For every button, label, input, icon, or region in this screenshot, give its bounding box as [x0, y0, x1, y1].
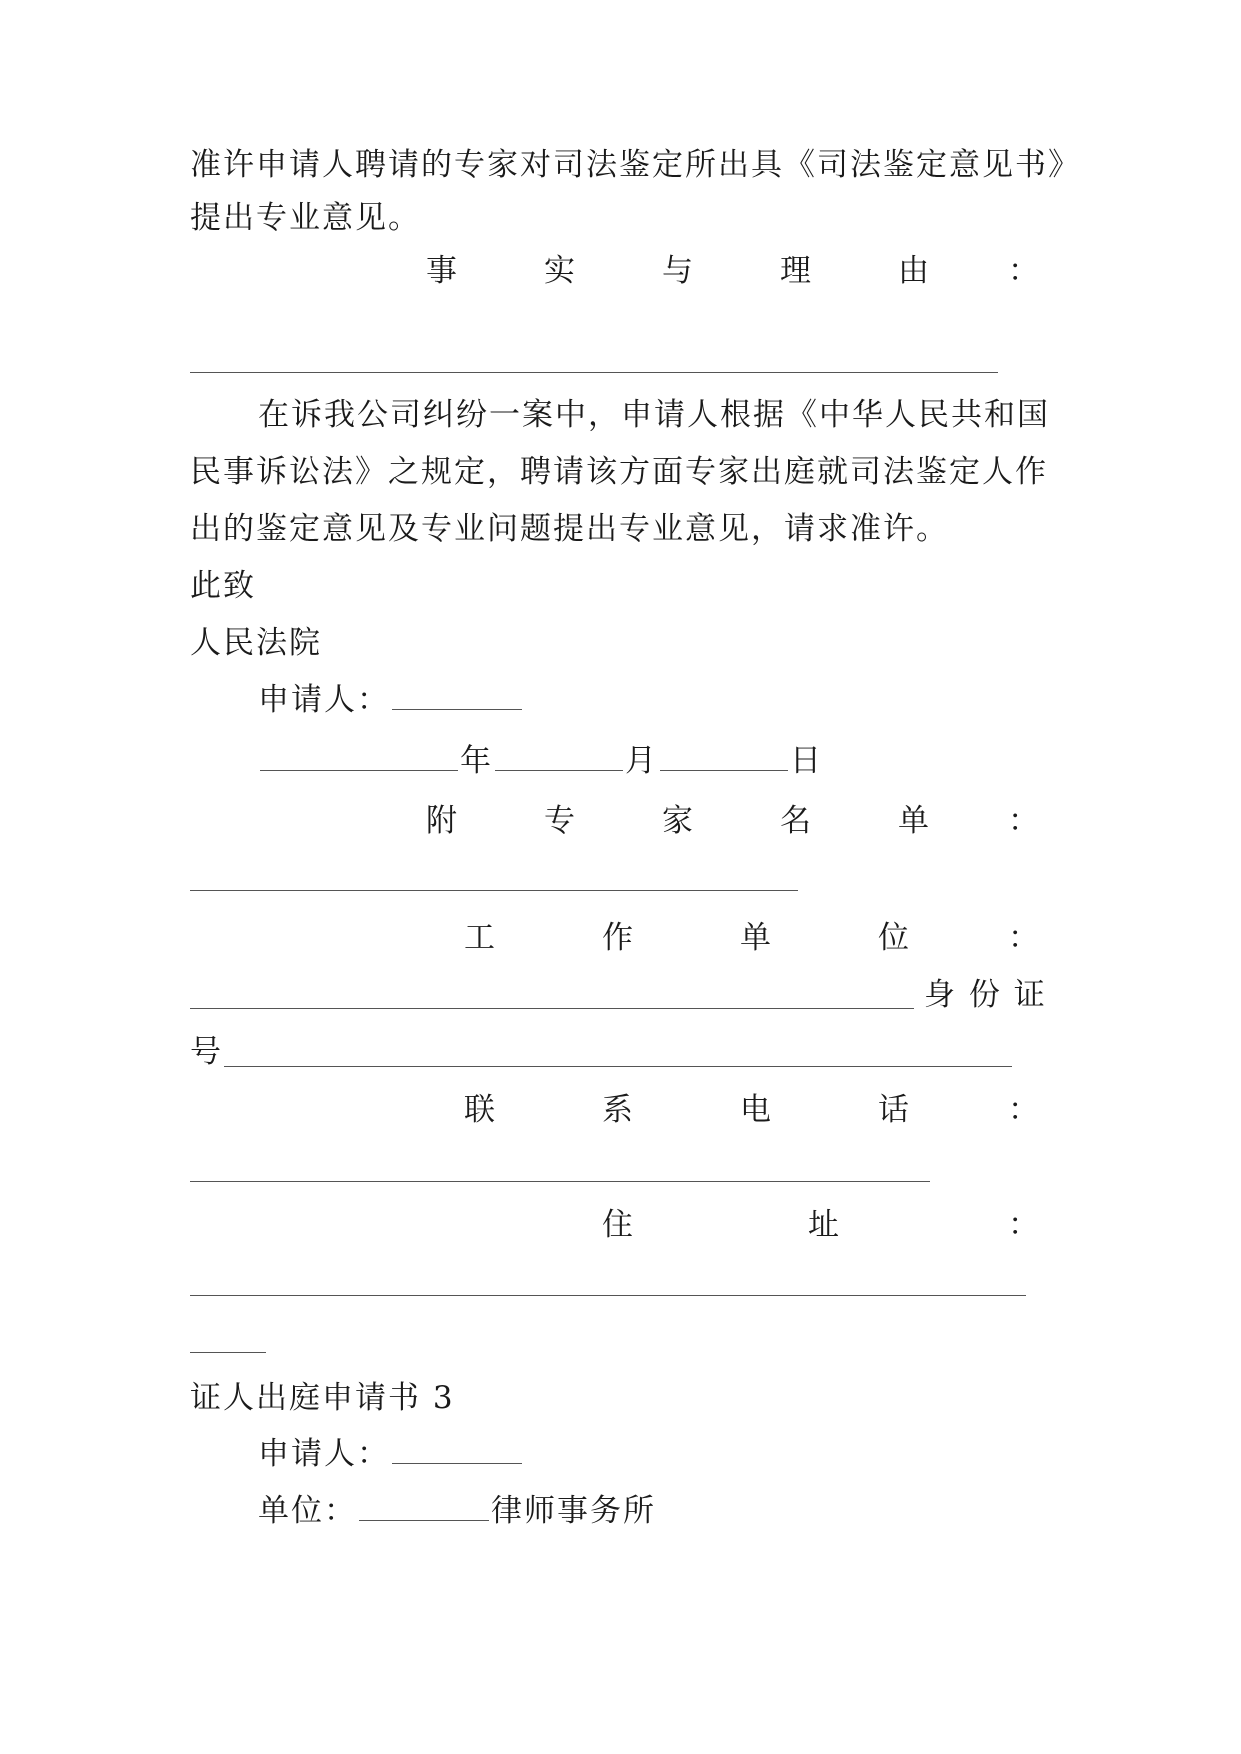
id-number-blank[interactable]	[224, 1066, 1012, 1068]
year-label: 年	[460, 743, 493, 779]
heading-char: 由	[898, 253, 931, 289]
heading-char: ：	[1008, 920, 1041, 956]
address-heading	[190, 1199, 1040, 1251]
paragraph-line: 准许申请人聘请的专家对司法鉴定所出具《司法鉴定意见书》	[190, 147, 1081, 183]
doc3-applicant-row	[258, 1428, 524, 1480]
year-blank[interactable]	[260, 740, 458, 771]
heading-char: 名	[780, 803, 813, 839]
applicant-blank[interactable]	[392, 679, 522, 710]
heading-char: 与	[662, 253, 695, 289]
date-row	[258, 735, 823, 787]
paragraph-line: 提出专业意见。	[190, 200, 421, 236]
phone-blank[interactable]	[190, 1181, 930, 1183]
heading-char: 话	[878, 1092, 911, 1128]
heading-char: 位	[878, 920, 911, 956]
address-blank-continued[interactable]	[190, 1352, 266, 1354]
heading-char: 附	[426, 803, 459, 839]
doc3-applicant-blank[interactable]	[392, 1433, 522, 1464]
applicant-row	[258, 674, 524, 726]
day-label: 日	[790, 743, 823, 779]
heading-char: ：	[1008, 253, 1041, 289]
blank-rule	[190, 372, 998, 374]
work-unit-heading	[190, 912, 1040, 964]
id-label-continued: 号	[190, 1034, 223, 1070]
heading-char: 实	[544, 253, 577, 289]
doc3-title: 证人出庭申请书 3	[190, 1380, 455, 1416]
blank-rule[interactable]	[190, 890, 798, 892]
heading-char: 单	[898, 803, 931, 839]
doc3-unit-label: 单位：	[258, 1493, 357, 1529]
heading-char: 电	[740, 1092, 773, 1128]
heading-char: 工	[464, 920, 497, 956]
doc3-unit-blank[interactable]	[359, 1490, 489, 1521]
paragraph-line: 出的鉴定意见及专业问题提出专业意见，请求准许。	[190, 511, 949, 547]
heading-char: 单	[740, 920, 773, 956]
doc3-applicant-label: 申请人：	[258, 1436, 390, 1472]
heading-char: ：	[1008, 1092, 1041, 1128]
id-label: 身 份 证	[924, 977, 1047, 1013]
heading-char: 联	[464, 1092, 497, 1128]
address-blank[interactable]	[190, 1295, 1026, 1297]
applicant-label: 申请人：	[258, 682, 390, 718]
heading-char: 住	[602, 1207, 635, 1243]
work-unit-blank[interactable]	[190, 1008, 914, 1010]
doc3-unit-row	[258, 1485, 656, 1537]
heading-char: 理	[780, 253, 813, 289]
facts-heading	[190, 245, 1040, 297]
heading-char: 作	[602, 920, 635, 956]
heading-char: 家	[662, 803, 695, 839]
expert-list-heading	[190, 795, 1040, 847]
doc3-firm-label: 律师事务所	[491, 1493, 656, 1529]
heading-char: 系	[602, 1092, 635, 1128]
salutation: 此致	[190, 568, 256, 604]
month-blank[interactable]	[495, 740, 623, 771]
paragraph-line: 民事诉讼法》之规定，聘请该方面专家出庭就司法鉴定人作	[190, 454, 1048, 490]
heading-char: 专	[544, 803, 577, 839]
heading-char: ：	[1008, 1207, 1041, 1243]
day-blank[interactable]	[660, 740, 788, 771]
heading-char: ：	[1008, 803, 1041, 839]
paragraph-line: 在诉我公司纠纷一案中，申请人根据《中华人民共和国	[258, 397, 1050, 433]
heading-char: 事	[426, 253, 459, 289]
month-label: 月	[625, 743, 658, 779]
court-name: 人民法院	[190, 625, 322, 661]
phone-heading	[190, 1084, 1040, 1136]
heading-char: 址	[808, 1207, 841, 1243]
